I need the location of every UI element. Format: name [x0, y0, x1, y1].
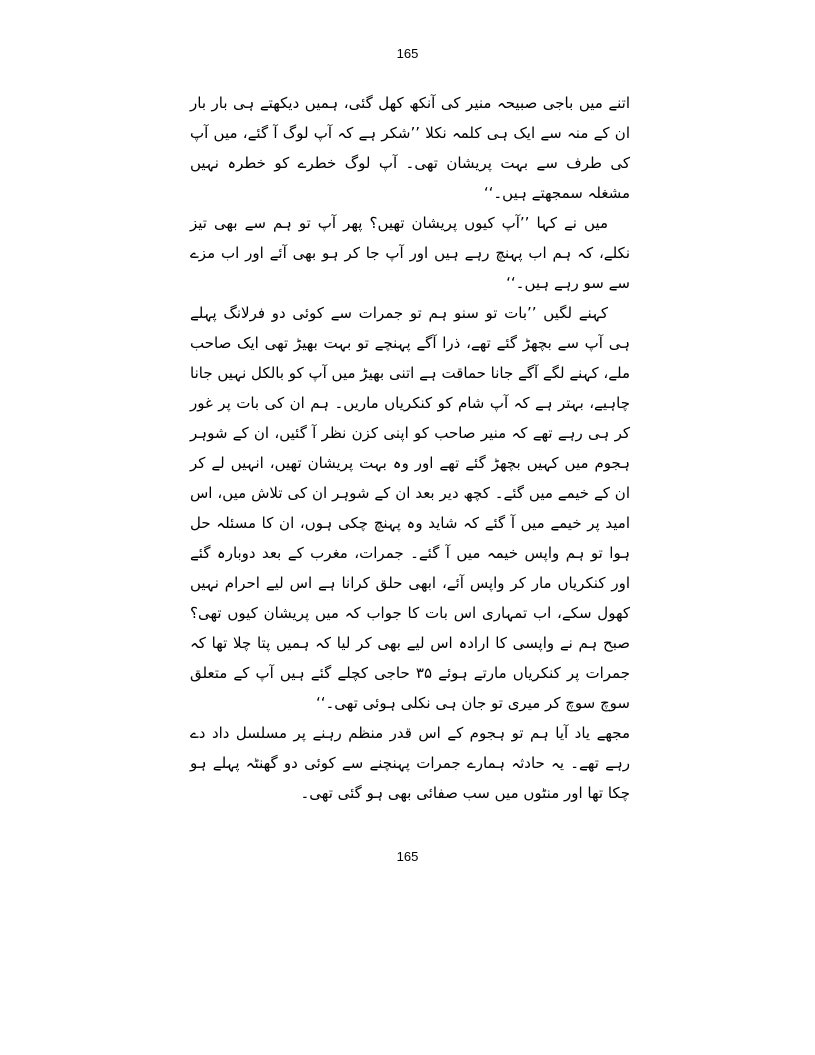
paragraph-2: میں نے کہا ’’آپ کیوں پریشان تھیں؟ پھر آپ تو ہم سے بھی تیز نکلے، کہ ہم اب پہنچ رہے ہیں اور آپ جا کر ہو بھی آئے اور اب مزے سے سو رہے ہیں۔‘‘ — [190, 214, 630, 292]
paragraph-3: کہنے لگیں ’’بات تو سنو ہم تو جمرات سے کوئی دو فرلانگ پہلے ہی آپ سے بچھڑ گئے تھے، ذرا آگے پہنچے تو بہت بھیڑ تھی ایک صاحب ملے، کہنے لگے آگے جانا حماقت ہے اتنی بھیڑ میں آپ کو بالکل نہیں جانا چاہیے، بہتر ہے کہ آپ شام کو کنکریاں ماریں۔ ہم ان کی بات پر غور کر ہی رہے تھے کہ منیر صاحب کو اپنی کزن نظر آ گئیں، ان کے شوہر ہجوم میں کہیں بچھڑ گئے تھے اور وہ بہت پریشان تھیں، انہیں لے کر ان کے خیمے میں گئے۔ کچھ دیر بعد ان کے شوہر ان کی تلاش میں، اس امید پر خیمے میں آ گئے کہ شاید وہ پہنچ چکی ہوں، ان کا مسئلہ حل ہوا تو ہم واپس خیمہ میں آ گئے۔ جمرات، مغرب کے بعد دوبارہ گئے اور کنکریاں مار کر واپس آئے، ابھی حلق کرانا ہے اس لیے احرام نہیں کھول سکے، اب تمہاری اس بات کا جواب کہ میں پریشان کیوں تھی؟ صبح ہم نے واپسی کا ارادہ اس لیے بھی کر لیا کہ ہمیں پتا چلا تھا کہ جمرات پر کنکریاں مارتے ہوئے ۳۵ حاجی کچلے گئے ہیں آپ کے متعلق سوچ سوچ کر میری تو جان ہی نکلی ہوئی تھی۔‘‘ — [190, 304, 630, 712]
body-text — [190, 88, 630, 808]
paragraph-1: اتنے میں باجی صبیحہ منیر کی آنکھ کھل گئی، ہمیں دیکھتے ہی بار بار ان کے منہ سے ایک ہی کلمہ نکلا ’’شکر ہے کہ آپ لوگ آ گئے، میں آپ کی طرف سے بہت پریشان تھی۔ آپ لوگ خطرے کو خطرہ نہیں مشغلہ سمجھتے ہیں۔‘‘ — [190, 94, 630, 202]
page-number-bottom: 165 — [396, 849, 419, 864]
paragraph-4: مجھے یاد آیا ہم تو ہجوم کے اس قدر منظم رہنے پر مسلسل داد دے رہے تھے۔ یہ حادثہ ہمارے جمرات پہنچنے سے کوئی دو گھنٹہ پہلے ہو چکا تھا اور منٹوں میں سب صفائی بھی ہو گئی تھی۔ — [190, 724, 630, 802]
page-number-top: 165 — [396, 46, 419, 61]
